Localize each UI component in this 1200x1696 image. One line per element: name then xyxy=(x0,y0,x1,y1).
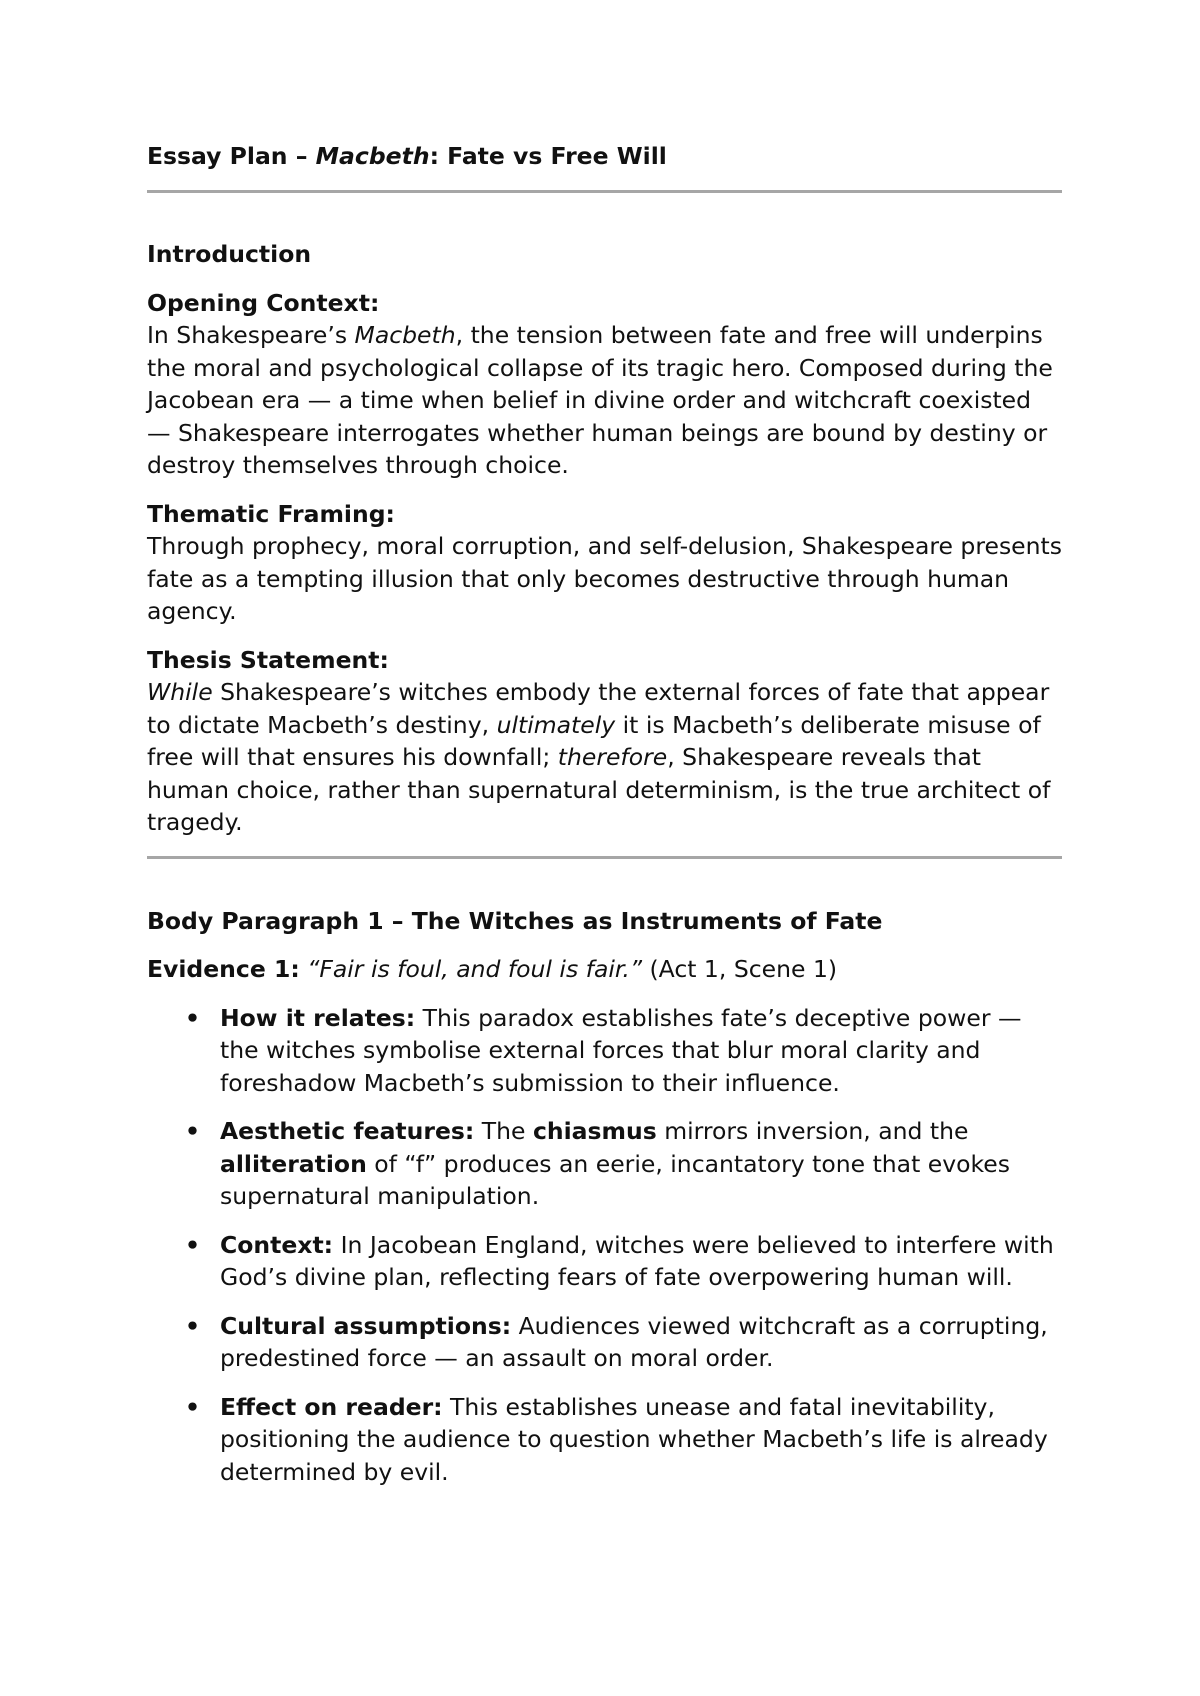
evidence-quote: “Fair is foul, and foul is fair.” xyxy=(299,955,643,983)
bullet-icon: • xyxy=(185,1003,201,1032)
thesis-ultimately: ultimately xyxy=(496,710,616,739)
horizontal-rule xyxy=(147,190,1062,193)
document-title xyxy=(147,140,1062,173)
thesis-label: Thesis Statement: xyxy=(147,645,389,674)
opening-context-paragraph xyxy=(147,287,1062,482)
bullet-icon: • xyxy=(185,1117,201,1145)
body-paragraph-1-heading: Body Paragraph 1 – The Witches as Instruments of Fate xyxy=(147,906,883,935)
point-label: Effect on reader: xyxy=(220,1392,443,1421)
thesis-text-1: Shakespeare’s witches embody the external forces of fate that appear to dictate Macbeth’s destiny, xyxy=(147,678,1050,739)
bullet-context xyxy=(147,1229,1062,1294)
point-text: Audiences viewed witchcraft as a corrupting, predestined force — an assault on moral order. xyxy=(220,1311,1048,1372)
evidence-1 xyxy=(147,953,1062,986)
thesis-therefore: therefore xyxy=(557,743,668,771)
thesis-text-2: it is Macbeth’s deliberate misuse of free will that ensures his downfall; xyxy=(147,710,1041,771)
opening-context-label: Opening Context: xyxy=(147,288,380,317)
chiasmus-term: chiasmus xyxy=(532,1117,657,1145)
title-suffix: : Fate vs Free Will xyxy=(429,142,667,170)
evidence-reference: (Act 1, Scene 1) xyxy=(642,955,838,983)
point-text: mirrors inversion, and the xyxy=(656,1117,969,1145)
thesis-text-3: , Shakespeare reveals that human choice, rather than supernatural determinism, is the true architect of tragedy. xyxy=(147,743,1051,836)
introduction-heading: Introduction xyxy=(147,240,312,268)
point-text: This paradox establishes fate’s deceptive power — the witches symbolise external forces that blur moral clarity and foreshadow Macbeth’s submission to their influence. xyxy=(220,1003,1022,1097)
bullet-effect-on-reader xyxy=(147,1391,1062,1489)
point-label: Aesthetic features: xyxy=(220,1117,475,1145)
opening-context-italic: Macbeth xyxy=(354,321,456,349)
horizontal-rule xyxy=(147,856,1062,859)
point-text: The xyxy=(474,1117,533,1145)
point-label: How it relates: xyxy=(220,1003,416,1032)
title-italic: Macbeth xyxy=(315,142,430,170)
point-text: of “f” produces an eerie, incantatory tone that evokes supernatural manipulation. xyxy=(220,1149,1010,1210)
analysis-bullet-list xyxy=(147,1002,1062,1489)
bullet-icon: • xyxy=(185,1230,201,1259)
bullet-cultural-assumptions xyxy=(147,1310,1062,1375)
point-label: Context: xyxy=(220,1230,334,1259)
evidence-label: Evidence 1: xyxy=(147,955,300,983)
thematic-framing-paragraph xyxy=(147,498,1062,628)
thesis-paragraph xyxy=(147,644,1062,839)
opening-context-text-2: , the tension between fate and free will underpins the moral and psychological collapse of its tragic hero. Composed during the Jacobean era — a time when belief in divine order and witchcraft coexisted — Shakespeare interrogates whether human beings are bound by destiny or destroy themselves through choice. xyxy=(147,321,1053,479)
thematic-framing-text: Through prophecy, moral corruption, and self-delusion, Shakespeare presents fate as a tempting illusion that only becomes destructive through human agency. xyxy=(147,532,1062,625)
thematic-framing-label: Thematic Framing: xyxy=(147,499,395,528)
title-prefix: Essay Plan – xyxy=(147,142,316,170)
bullet-aesthetic-features xyxy=(147,1115,1062,1213)
bullet-icon: • xyxy=(185,1311,201,1340)
bullet-icon: • xyxy=(185,1392,201,1421)
point-text: This establishes unease and fatal inevitability, positioning the audience to question whether Macbeth’s life is already determined by evil. xyxy=(220,1392,1048,1486)
bullet-how-it-relates xyxy=(147,1002,1062,1100)
alliteration-term: alliteration xyxy=(220,1149,367,1178)
point-text: In Jacobean England, witches were believed to interfere with God’s divine plan, reflecting fears of fate overpowering human will. xyxy=(220,1230,1054,1291)
thesis-while: While xyxy=(147,678,213,706)
opening-context-text-1: In Shakespeare’s xyxy=(147,321,355,349)
document-page xyxy=(147,140,1062,1504)
point-label: Cultural assumptions: xyxy=(220,1311,512,1340)
